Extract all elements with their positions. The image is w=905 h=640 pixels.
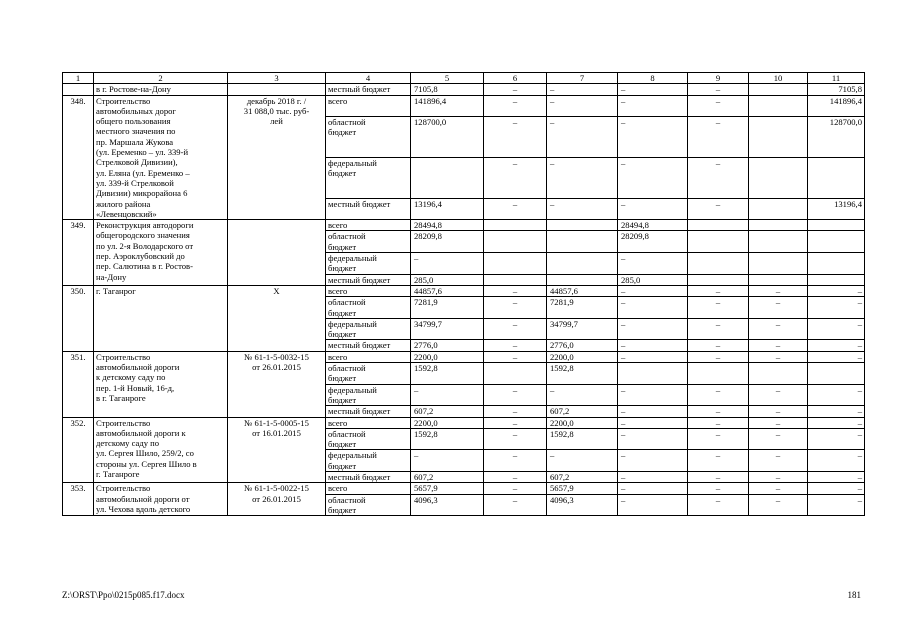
amount-cell: –: [618, 428, 688, 450]
amount-cell: –: [484, 483, 547, 494]
amount-cell: –: [618, 406, 688, 417]
amount-cell: –: [688, 384, 749, 406]
amount-cell: –: [749, 417, 808, 428]
funding-source: федеральный бюджет: [326, 318, 411, 340]
amount-cell: [749, 220, 808, 231]
col-num-5: 5: [411, 73, 484, 84]
amount-cell: [749, 95, 808, 116]
amount-cell: –: [749, 297, 808, 319]
amount-cell: –: [484, 116, 547, 157]
amount-cell: –: [618, 84, 688, 95]
amount-cell: 28209,8: [411, 231, 484, 253]
amount-cell: –: [749, 450, 808, 472]
amount-cell: –: [808, 483, 865, 494]
amount-cell: –: [688, 494, 749, 516]
amount-cell: 34799,7: [411, 318, 484, 340]
amount-cell: –: [808, 450, 865, 472]
amount-cell: 7281,9: [547, 297, 618, 319]
amount-cell: [808, 363, 865, 385]
amount-cell: 28494,8: [411, 220, 484, 231]
amount-cell: [749, 363, 808, 385]
item-number: 352.: [63, 417, 94, 483]
amount-cell: –: [484, 450, 547, 472]
amount-cell: [484, 274, 547, 285]
col-num-2: 2: [94, 73, 228, 84]
amount-cell: –: [618, 253, 688, 275]
amount-cell: –: [484, 157, 547, 198]
document-details: [228, 220, 326, 286]
amount-cell: 607,2: [411, 471, 484, 482]
amount-cell: 2776,0: [411, 340, 484, 351]
amount-cell: –: [688, 95, 749, 116]
document-details: декабрь 2018 г. / 31 088,0 тыс. руб- лей: [228, 95, 326, 220]
amount-cell: –: [547, 84, 618, 95]
amount-cell: 285,0: [618, 274, 688, 285]
funding-source: областной бюджет: [326, 231, 411, 253]
amount-cell: –: [749, 285, 808, 296]
amount-cell: 13196,4: [808, 198, 865, 219]
amount-cell: [688, 231, 749, 253]
amount-cell: –: [688, 340, 749, 351]
object-name: Реконструкция автодороги общегородского значения по ул. 2-я Володарского от пер. Аэроклубовский до пер. Салютина в г. Ростов- на-Дону: [94, 220, 228, 286]
funding-source: местный бюджет: [326, 406, 411, 417]
amount-cell: [547, 220, 618, 231]
amount-cell: –: [547, 116, 618, 157]
amount-cell: –: [688, 285, 749, 296]
item-number: 348.: [63, 95, 94, 220]
funding-source: областной бюджет: [326, 363, 411, 385]
funding-source: федеральный бюджет: [326, 384, 411, 406]
amount-cell: –: [688, 198, 749, 219]
amount-cell: –: [749, 384, 808, 406]
amount-cell: –: [618, 285, 688, 296]
amount-cell: 141896,4: [411, 95, 484, 116]
amount-cell: 128700,0: [808, 116, 865, 157]
amount-cell: –: [618, 157, 688, 198]
amount-cell: [547, 231, 618, 253]
object-name: Строительство автомобильных дорог общего пользования местного значения по пр. Маршала Жукова (ул. Еременко – ул. 339-й Стрелковой Дивизии), ул. Еляна (ул. Еременко – ул. 339-й Стрелковой Дивизии) микрорайона 6 жилого района «Левенцовский»: [94, 95, 228, 220]
amount-cell: 607,2: [547, 471, 618, 482]
document-details: X: [228, 285, 326, 351]
amount-cell: 28209,8: [618, 231, 688, 253]
document-details: № 61-1-5-0022-15 от 26.01.2015: [228, 483, 326, 516]
amount-cell: –: [484, 285, 547, 296]
amount-cell: –: [618, 116, 688, 157]
amount-cell: –: [749, 494, 808, 516]
amount-cell: –: [808, 318, 865, 340]
amount-cell: –: [749, 351, 808, 362]
amount-cell: 28494,8: [618, 220, 688, 231]
amount-cell: 1592,8: [411, 428, 484, 450]
amount-cell: –: [618, 494, 688, 516]
col-num-1: 1: [63, 73, 94, 84]
amount-cell: –: [411, 450, 484, 472]
object-name: Строительство автомобильной дороги от ул. Чехова вдоль детского: [94, 483, 228, 516]
funding-source: всего: [326, 95, 411, 116]
amount-cell: [484, 220, 547, 231]
amount-cell: –: [547, 157, 618, 198]
col-num-11: 11: [808, 73, 865, 84]
document-details: № 61-1-5-0032-15 от 26.01.2015: [228, 351, 326, 417]
table-row: [63, 95, 865, 116]
col-num-10: 10: [749, 73, 808, 84]
amount-cell: –: [411, 253, 484, 275]
col-num-7: 7: [547, 73, 618, 84]
table-row: [63, 483, 865, 494]
amount-cell: 2200,0: [547, 417, 618, 428]
amount-cell: –: [749, 406, 808, 417]
amount-cell: 44857,6: [411, 285, 484, 296]
funding-source: областной бюджет: [326, 428, 411, 450]
table-row: [63, 417, 865, 428]
col-num-4: 4: [326, 73, 411, 84]
amount-cell: 7105,8: [808, 84, 865, 95]
amount-cell: 2200,0: [547, 351, 618, 362]
amount-cell: –: [484, 494, 547, 516]
amount-cell: –: [808, 285, 865, 296]
amount-cell: –: [688, 157, 749, 198]
column-number-row: [63, 73, 865, 84]
amount-cell: –: [688, 84, 749, 95]
amount-cell: [749, 274, 808, 285]
amount-cell: –: [484, 198, 547, 219]
amount-cell: [749, 253, 808, 275]
amount-cell: [808, 253, 865, 275]
amount-cell: –: [484, 351, 547, 362]
amount-cell: –: [808, 428, 865, 450]
amount-cell: [547, 253, 618, 275]
item-number: [63, 84, 94, 95]
amount-cell: 2200,0: [411, 351, 484, 362]
table-row: [63, 220, 865, 231]
amount-cell: [808, 157, 865, 198]
amount-cell: 5657,9: [547, 483, 618, 494]
object-name: Строительство автомобильной дороги к детскому саду по пер. 1-й Новый, 16-д, в г. Таганроге: [94, 351, 228, 417]
amount-cell: –: [618, 95, 688, 116]
amount-cell: [749, 157, 808, 198]
amount-cell: [618, 363, 688, 385]
funding-source: местный бюджет: [326, 340, 411, 351]
funding-source: местный бюджет: [326, 84, 411, 95]
amount-cell: 141896,4: [808, 95, 865, 116]
amount-cell: –: [688, 318, 749, 340]
amount-cell: [749, 116, 808, 157]
amount-cell: –: [547, 95, 618, 116]
amount-cell: –: [484, 95, 547, 116]
table-body: [63, 84, 865, 516]
file-path: Z:\ORST\Ppo\0215p085.f17.docx: [62, 590, 185, 600]
amount-cell: –: [547, 450, 618, 472]
amount-cell: –: [547, 198, 618, 219]
amount-cell: 7105,8: [411, 84, 484, 95]
amount-cell: [808, 274, 865, 285]
document-details: № 61-1-5-0005-15 от 16.01.2015: [228, 417, 326, 483]
amount-cell: –: [618, 483, 688, 494]
amount-cell: –: [484, 471, 547, 482]
col-num-8: 8: [618, 73, 688, 84]
amount-cell: 128700,0: [411, 116, 484, 157]
funding-source: всего: [326, 220, 411, 231]
item-number: 353.: [63, 483, 94, 516]
amount-cell: –: [618, 340, 688, 351]
amount-cell: [688, 363, 749, 385]
amount-cell: 7281,9: [411, 297, 484, 319]
funding-source: всего: [326, 351, 411, 362]
amount-cell: –: [484, 340, 547, 351]
amount-cell: 285,0: [411, 274, 484, 285]
amount-cell: 1592,8: [547, 428, 618, 450]
amount-cell: –: [688, 351, 749, 362]
amount-cell: [484, 231, 547, 253]
amount-cell: –: [808, 384, 865, 406]
funding-source: федеральный бюджет: [326, 253, 411, 275]
amount-cell: –: [749, 483, 808, 494]
amount-cell: –: [618, 384, 688, 406]
document-details: [228, 84, 326, 95]
amount-cell: –: [618, 471, 688, 482]
amount-cell: –: [484, 318, 547, 340]
col-num-6: 6: [484, 73, 547, 84]
amount-cell: [547, 274, 618, 285]
table-row: [63, 285, 865, 296]
amount-cell: –: [411, 384, 484, 406]
amount-cell: 4096,3: [547, 494, 618, 516]
amount-cell: 44857,6: [547, 285, 618, 296]
amount-cell: 607,2: [547, 406, 618, 417]
funding-source: федеральный бюджет: [326, 157, 411, 198]
funding-source: федеральный бюджет: [326, 450, 411, 472]
amount-cell: –: [484, 406, 547, 417]
amount-cell: –: [749, 318, 808, 340]
amount-cell: –: [618, 198, 688, 219]
amount-cell: –: [484, 84, 547, 95]
funding-source: всего: [326, 483, 411, 494]
amount-cell: 5657,9: [411, 483, 484, 494]
amount-cell: 607,2: [411, 406, 484, 417]
amount-cell: –: [808, 417, 865, 428]
item-number: 350.: [63, 285, 94, 351]
object-name: г. Таганрог: [94, 285, 228, 351]
amount-cell: –: [688, 471, 749, 482]
amount-cell: –: [688, 297, 749, 319]
amount-cell: –: [808, 340, 865, 351]
amount-cell: [749, 198, 808, 219]
amount-cell: [411, 157, 484, 198]
amount-cell: –: [618, 417, 688, 428]
amount-cell: 2200,0: [411, 417, 484, 428]
amount-cell: –: [618, 450, 688, 472]
amount-cell: 13196,4: [411, 198, 484, 219]
amount-cell: 34799,7: [547, 318, 618, 340]
amount-cell: –: [808, 351, 865, 362]
table-row: [63, 351, 865, 362]
item-number: 351.: [63, 351, 94, 417]
amount-cell: –: [484, 297, 547, 319]
amount-cell: –: [484, 428, 547, 450]
amount-cell: –: [688, 406, 749, 417]
amount-cell: –: [484, 417, 547, 428]
amount-cell: –: [688, 428, 749, 450]
amount-cell: –: [618, 297, 688, 319]
amount-cell: [688, 274, 749, 285]
amount-cell: [484, 253, 547, 275]
amount-cell: 4096,3: [411, 494, 484, 516]
funding-source: областной бюджет: [326, 297, 411, 319]
amount-cell: –: [749, 340, 808, 351]
budget-table: [62, 72, 865, 516]
amount-cell: [808, 220, 865, 231]
col-num-9: 9: [688, 73, 749, 84]
funding-source: областной бюджет: [326, 116, 411, 157]
funding-source: областной бюджет: [326, 494, 411, 516]
col-num-3: 3: [228, 73, 326, 84]
amount-cell: –: [808, 297, 865, 319]
amount-cell: –: [484, 384, 547, 406]
page-number: 181: [847, 590, 861, 600]
amount-cell: –: [688, 483, 749, 494]
amount-cell: [484, 363, 547, 385]
amount-cell: –: [808, 494, 865, 516]
amount-cell: –: [808, 471, 865, 482]
amount-cell: [808, 231, 865, 253]
amount-cell: –: [749, 471, 808, 482]
object-name: в г. Ростове-на-Дону: [94, 84, 228, 95]
funding-source: местный бюджет: [326, 198, 411, 219]
funding-source: всего: [326, 417, 411, 428]
funding-source: местный бюджет: [326, 471, 411, 482]
amount-cell: 2776,0: [547, 340, 618, 351]
amount-cell: –: [618, 351, 688, 362]
amount-cell: –: [547, 384, 618, 406]
amount-cell: [688, 220, 749, 231]
amount-cell: [749, 84, 808, 95]
amount-cell: –: [688, 417, 749, 428]
amount-cell: [749, 231, 808, 253]
funding-source: всего: [326, 285, 411, 296]
amount-cell: –: [618, 318, 688, 340]
amount-cell: [688, 253, 749, 275]
funding-source: местный бюджет: [326, 274, 411, 285]
amount-cell: –: [808, 406, 865, 417]
amount-cell: 1592,8: [547, 363, 618, 385]
amount-cell: 1592,8: [411, 363, 484, 385]
item-number: 349.: [63, 220, 94, 286]
amount-cell: –: [749, 428, 808, 450]
table-row: [63, 84, 865, 95]
amount-cell: –: [688, 116, 749, 157]
object-name: Строительство автомобильной дороги к детскому саду по ул. Сергея Шило, 259/2, со стороны ул. Сергея Шило в г. Таганроге: [94, 417, 228, 483]
amount-cell: –: [688, 450, 749, 472]
